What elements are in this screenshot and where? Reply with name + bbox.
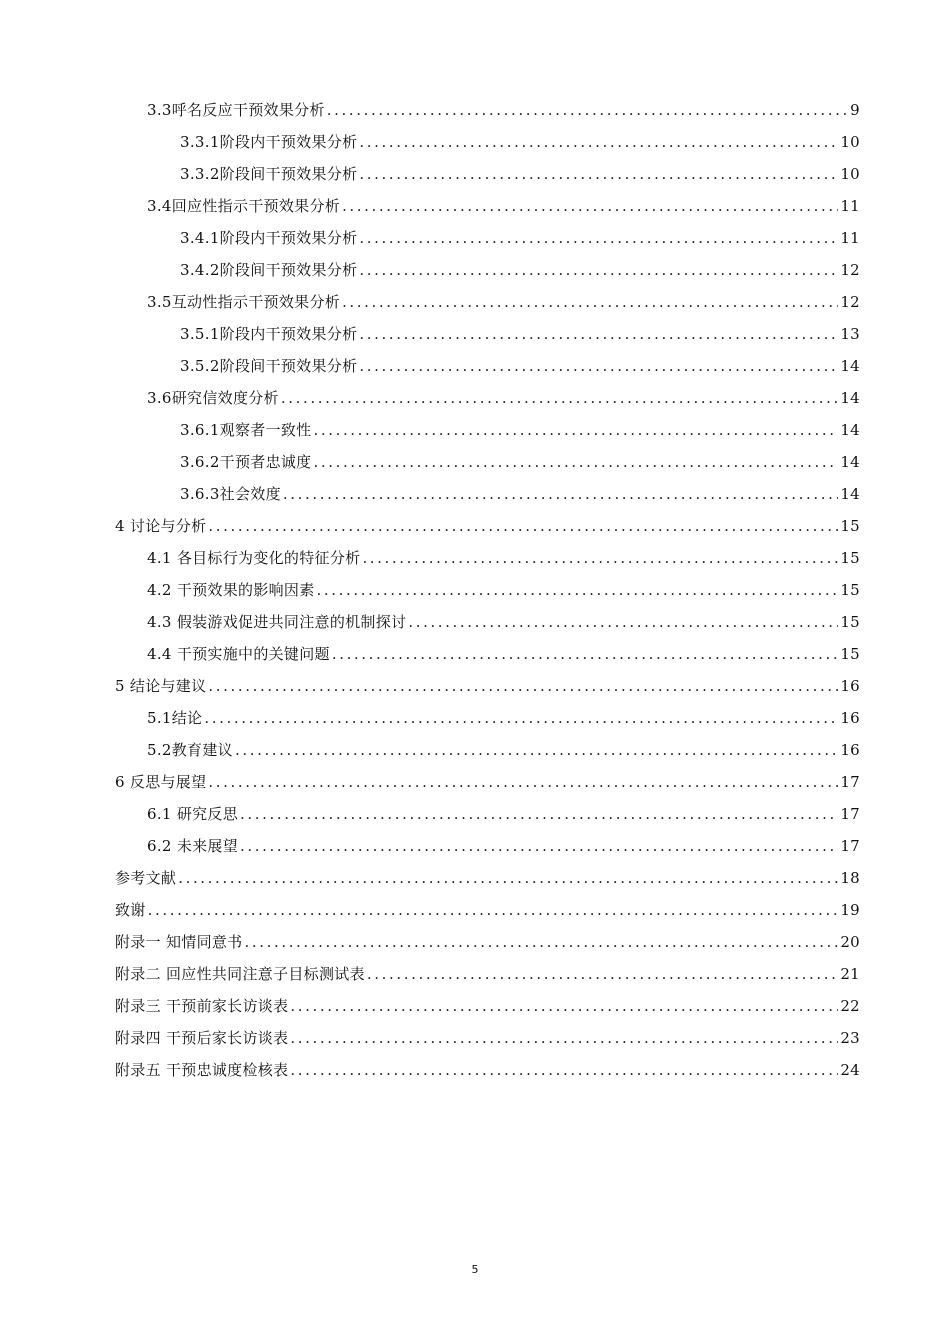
- toc-dot-leader: [342, 190, 838, 222]
- toc-entry-page: 17: [840, 773, 860, 791]
- toc-entry[interactable]: [115, 1022, 860, 1054]
- toc-dot-leader: [148, 894, 839, 926]
- toc-entry[interactable]: [115, 574, 860, 606]
- toc-entry-title: 3.6.3社会效度: [180, 485, 281, 503]
- toc-entry-title: 5.2教育建议: [147, 741, 233, 759]
- toc-entry-page: 13: [840, 325, 860, 343]
- toc-entry-page: 15: [840, 613, 860, 631]
- toc-entry-page: 10: [840, 133, 860, 151]
- toc-entry-page: 15: [840, 645, 860, 663]
- toc-entry[interactable]: [115, 478, 860, 510]
- toc-dot-leader: [235, 734, 838, 766]
- toc-entry[interactable]: [115, 734, 860, 766]
- toc-entry[interactable]: [115, 798, 860, 830]
- toc-entry-page: 11: [840, 197, 860, 215]
- toc-entry-page: 14: [840, 357, 860, 375]
- toc-entry[interactable]: [115, 414, 860, 446]
- toc-entry-title: 3.4.2阶段间干预效果分析: [180, 261, 358, 279]
- toc-entry[interactable]: [115, 510, 860, 542]
- toc-entry-title: 参考文献: [115, 869, 177, 887]
- toc-entry[interactable]: [115, 670, 860, 702]
- toc-entry[interactable]: [115, 958, 860, 990]
- toc-dot-leader: [359, 126, 838, 158]
- toc-entry-page: 15: [840, 549, 860, 567]
- toc-entry[interactable]: [115, 158, 860, 190]
- toc-dot-leader: [208, 510, 838, 542]
- page-number: 5: [471, 1263, 479, 1276]
- toc-entry-page: 15: [840, 581, 860, 599]
- toc-entry-title: 3.6研究信效度分析: [147, 389, 279, 407]
- toc-dot-leader: [240, 830, 838, 862]
- toc-entry[interactable]: [115, 318, 860, 350]
- toc-entry-page: 24: [840, 1061, 860, 1079]
- toc-entry-page: 12: [840, 261, 860, 279]
- toc-entry-title: 5.1结论: [147, 709, 203, 727]
- toc-entry-page: 16: [840, 677, 860, 695]
- toc-dot-leader: [342, 286, 838, 318]
- toc-entry[interactable]: [115, 1054, 860, 1086]
- toc-dot-leader: [359, 222, 838, 254]
- toc-dot-leader: [240, 798, 838, 830]
- toc-dot-leader: [327, 94, 848, 126]
- toc-dot-leader: [178, 862, 838, 894]
- table-of-contents: [115, 94, 860, 1086]
- toc-entry-title: 3.5互动性指示干预效果分析: [147, 293, 341, 311]
- toc-dot-leader: [359, 254, 838, 286]
- toc-entry[interactable]: [115, 702, 860, 734]
- toc-entry-title: 附录五 干预忠诚度检核表: [115, 1061, 289, 1079]
- toc-entry-title: 6.2 未来展望: [147, 837, 239, 855]
- toc-dot-leader: [359, 158, 838, 190]
- toc-entry-page: 10: [840, 165, 860, 183]
- toc-dot-leader: [359, 318, 838, 350]
- toc-entry[interactable]: [115, 190, 860, 222]
- toc-entry[interactable]: [115, 830, 860, 862]
- toc-entry-title: 3.6.2干预者忠诚度: [180, 453, 312, 471]
- toc-entry-page: 14: [840, 485, 860, 503]
- toc-entry-title: 附录四 干预后家长访谈表: [115, 1029, 289, 1047]
- toc-dot-leader: [290, 990, 838, 1022]
- toc-dot-leader: [408, 606, 838, 638]
- toc-entry-page: 16: [840, 709, 860, 727]
- toc-dot-leader: [290, 1022, 838, 1054]
- toc-entry-title: 致谢: [115, 901, 146, 919]
- toc-dot-leader: [362, 542, 838, 574]
- toc-entry[interactable]: [115, 894, 860, 926]
- toc-entry-title: 3.6.1观察者一致性: [180, 421, 312, 439]
- toc-dot-leader: [313, 414, 838, 446]
- toc-entry-title: 4.4 干预实施中的关键问题: [147, 645, 330, 663]
- toc-entry-page: 12: [840, 293, 860, 311]
- toc-entry-title: 3.4回应性指示干预效果分析: [147, 197, 341, 215]
- toc-entry-page: 17: [840, 837, 860, 855]
- toc-entry[interactable]: [115, 446, 860, 478]
- toc-entry-title: 3.5.2阶段间干预效果分析: [180, 357, 358, 375]
- toc-entry-page: 14: [840, 389, 860, 407]
- toc-entry-page: 11: [840, 229, 860, 247]
- toc-dot-leader: [204, 702, 838, 734]
- toc-entry[interactable]: [115, 638, 860, 670]
- toc-dot-leader: [208, 670, 838, 702]
- toc-entry-page: 20: [840, 933, 860, 951]
- toc-entry-title: 6 反思与展望: [115, 773, 207, 791]
- toc-entry-title: 4.2 干预效果的影响因素: [147, 581, 315, 599]
- toc-dot-leader: [313, 446, 838, 478]
- toc-entry-title: 4.3 假装游戏促进共同注意的机制探讨: [147, 613, 407, 631]
- toc-dot-leader: [208, 766, 838, 798]
- toc-entry-title: 附录一 知情同意书: [115, 933, 243, 951]
- toc-entry-title: 附录三 干预前家长访谈表: [115, 997, 289, 1015]
- toc-entry[interactable]: [115, 926, 860, 958]
- toc-entry-page: 16: [840, 741, 860, 759]
- toc-entry-page: 18: [840, 869, 860, 887]
- toc-entry-page: 14: [840, 453, 860, 471]
- toc-entry[interactable]: [115, 126, 860, 158]
- toc-entry-page: 22: [840, 997, 860, 1015]
- toc-dot-leader: [244, 926, 838, 958]
- toc-entry-title: 6.1 研究反思: [147, 805, 239, 823]
- toc-entry-page: 14: [840, 421, 860, 439]
- toc-entry-page: 23: [840, 1029, 860, 1047]
- toc-entry[interactable]: [115, 766, 860, 798]
- toc-entry[interactable]: [115, 862, 860, 894]
- toc-entry-title: 3.4.1阶段内干预效果分析: [180, 229, 358, 247]
- toc-entry[interactable]: [115, 350, 860, 382]
- toc-entry[interactable]: [115, 382, 860, 414]
- toc-entry[interactable]: [115, 94, 860, 126]
- toc-entry[interactable]: [115, 542, 860, 574]
- toc-dot-leader: [281, 382, 838, 414]
- toc-dot-leader: [290, 1054, 838, 1086]
- toc-entry-page: 19: [840, 901, 860, 919]
- toc-entry[interactable]: [115, 286, 860, 318]
- toc-dot-leader: [332, 638, 838, 670]
- toc-entry-title: 附录二 回应性共同注意子目标测试表: [115, 965, 365, 983]
- toc-entry[interactable]: [115, 222, 860, 254]
- toc-entry[interactable]: [115, 990, 860, 1022]
- toc-dot-leader: [359, 350, 838, 382]
- toc-entry-title: 3.3.2阶段间干预效果分析: [180, 165, 358, 183]
- toc-entry-title: 4.1 各目标行为变化的特征分析: [147, 549, 361, 567]
- toc-entry-title: 5 结论与建议: [115, 677, 207, 695]
- toc-entry-title: 4 讨论与分析: [115, 517, 207, 535]
- toc-dot-leader: [317, 574, 839, 606]
- toc-dot-leader: [283, 478, 838, 510]
- toc-entry-title: 3.5.1阶段内干预效果分析: [180, 325, 358, 343]
- toc-entry-page: 15: [840, 517, 860, 535]
- toc-entry-page: 17: [840, 805, 860, 823]
- toc-entry-page: 9: [850, 101, 860, 119]
- toc-entry-title: 3.3.1阶段内干预效果分析: [180, 133, 358, 151]
- toc-dot-leader: [367, 958, 838, 990]
- toc-entry-title: 3.3呼名反应干预效果分析: [147, 101, 325, 119]
- toc-entry[interactable]: [115, 606, 860, 638]
- toc-entry-page: 21: [840, 965, 860, 983]
- toc-entry[interactable]: [115, 254, 860, 286]
